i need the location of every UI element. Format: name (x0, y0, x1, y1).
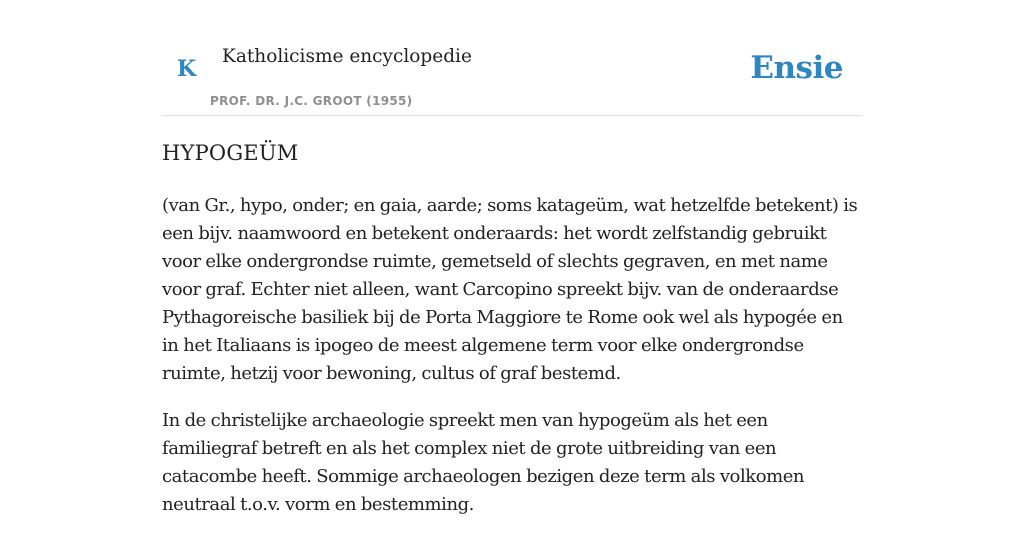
encyclopedia-logo[interactable]: K (177, 56, 197, 82)
author-credit: PROF. DR. J.C. GROOT (1955) (210, 94, 413, 108)
encyclopedia-title-link[interactable]: Katholicisme encyclopedie (222, 46, 472, 67)
article-title: HYPOGEÜM (162, 141, 299, 165)
page (162, 0, 862, 515)
article-paragraph: (van Gr., hypo, onder; en gaia, aarde; soms katageüm, wat hetzelfde betekent) is een bijv. naamwoord en betekent onderaards: het wordt zelfstandig gebruikt voor elke ondergrondse ruimte, gemetseld of slechts gegraven, en met name voor graf. Echter niet alleen, want Carcopino spreekt bijv. van de onderaardse Pythagoreische basiliek bij de Porta Maggiore te Rome ook wel als hypogée en in het Italiaans is ipogeo de meest algemene term voor elke ondergrondse ruimte, hetzij voor bewoning, cultus of graf bestemd. (162, 195, 858, 384)
article-paragraph: In de christelijke archaeologie spreekt men van hypogeüm als het een familiegraf betreft en als het complex niet de grote uitbreiding van een catacombe heeft. Sommige archaeologen bezigen deze term als volkomen neutraal t.o.v. vorm en bestemming. (162, 410, 805, 515)
header (162, 0, 862, 116)
ensie-brand-logo[interactable]: Ensie (750, 50, 843, 86)
article-body (162, 192, 862, 538)
